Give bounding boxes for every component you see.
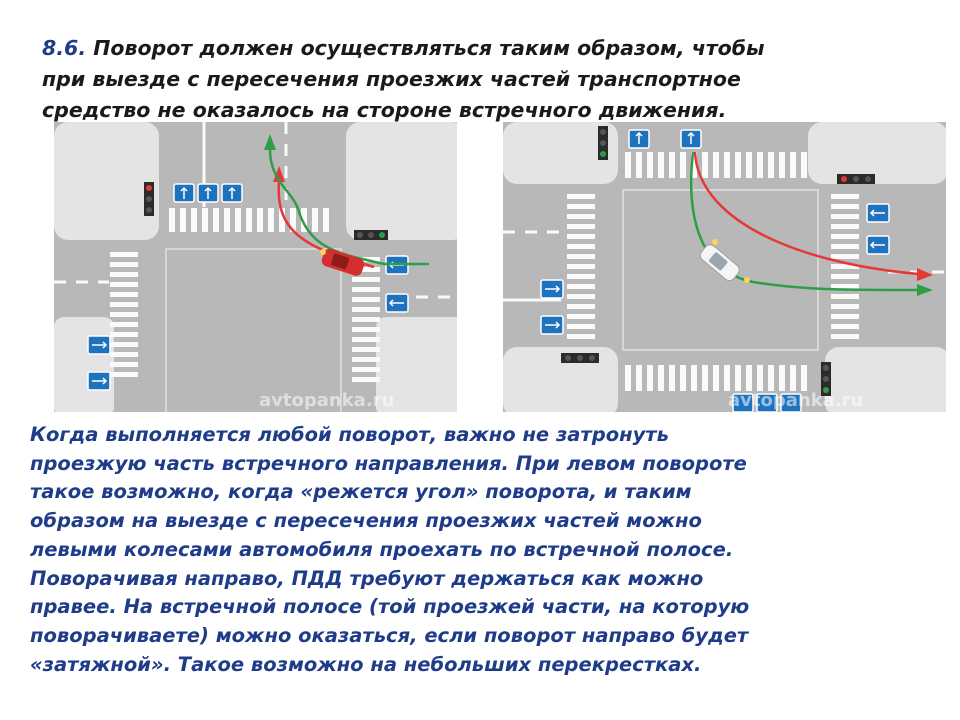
heading-line-2: при выезде с пересечения проезжих частей транспортное — [42, 67, 741, 91]
sidewalk-corner-ne — [346, 122, 457, 240]
watermark: avtopanka.ru — [728, 390, 864, 411]
left-turn-illustration — [54, 122, 457, 412]
slide-heading — [42, 33, 922, 126]
watermark: avtopanka.ru — [259, 390, 395, 411]
traffic-light-icon — [561, 353, 599, 363]
paragraph-line: левыми колесами автомобиля проехать по встречной полосе. — [30, 537, 734, 561]
paragraph-line: Когда выполняется любой поворот, важно не затронуть — [30, 423, 669, 446]
sidewalk-corner-nw — [54, 122, 159, 240]
crosswalk-north — [169, 208, 329, 232]
paragraph-line: проезжую часть встречного направления. При левом повороте — [30, 451, 747, 475]
traffic-light-icon — [598, 126, 608, 160]
paragraph-line: Поворачивая направо, ПДД требуют держаться как можно — [30, 566, 704, 590]
heading-text-1: Поворот должен осуществляться таким образом, чтобы — [86, 36, 765, 60]
traffic-light-icon — [144, 182, 154, 216]
sidewalk-corner-sw — [54, 317, 114, 412]
right-intersection-diagram — [503, 122, 946, 412]
paragraph-line: такое возможно, когда «режется угол» поворота, и таким — [30, 480, 692, 504]
paragraph-line: образом на выезде с пересечения проезжих частей можно — [30, 509, 702, 533]
rule-number: 8.6. — [42, 36, 87, 60]
crosswalk-south — [625, 365, 807, 391]
paragraph-line: правее. На встречной полосе (той проезжей части, на которую — [30, 595, 750, 619]
traffic-light-icon — [837, 174, 875, 184]
crosswalk-west — [567, 194, 595, 339]
turn-signal-icon — [320, 249, 326, 255]
paragraph-line: поворачиваете) можно оказаться, если поворот направо будет — [30, 623, 749, 647]
sidewalk-corner-ne — [808, 122, 946, 184]
turn-signal-icon — [744, 277, 750, 283]
turn-signal-icon — [712, 239, 718, 245]
heading-line-3: средство не оказалось на стороне встречного движения. — [42, 98, 727, 122]
left-intersection-diagram — [54, 122, 457, 412]
right-turn-illustration — [503, 122, 946, 412]
crosswalk-east — [831, 194, 859, 339]
heading-line-1 — [42, 33, 922, 64]
explanation-paragraph — [30, 421, 935, 679]
paragraph-line: «затяжной». Такое возможно на небольших перекрестках. — [30, 652, 702, 676]
traffic-light-icon — [354, 230, 388, 240]
crosswalk-north — [625, 152, 807, 178]
sidewalk-corner-sw — [503, 347, 618, 412]
